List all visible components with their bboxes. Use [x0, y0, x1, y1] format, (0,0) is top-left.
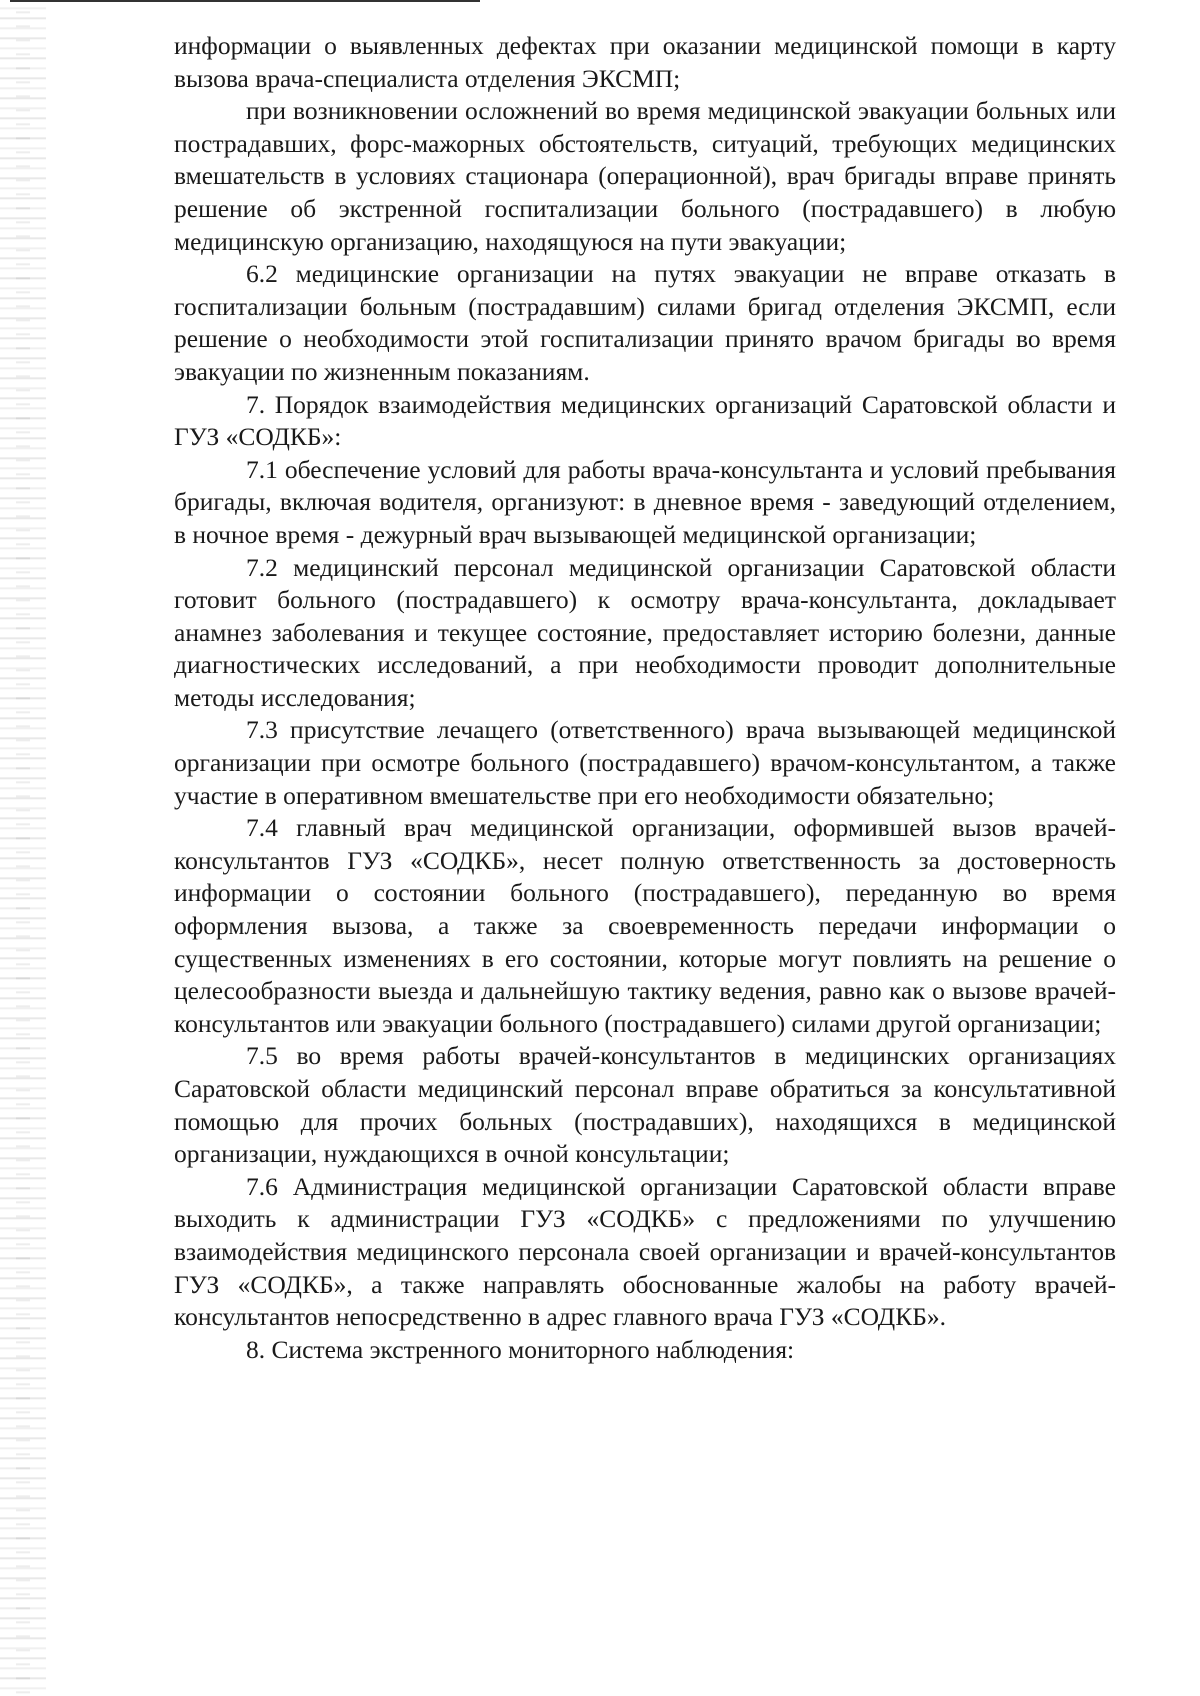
paragraph-7-5: 7.5 во время работы врачей-консультантов в медицинских организациях Саратовской области медицинский персонал вправе обратиться за консультативной помощью для прочих больных (пострадавших), находящихся в медицинской организации, нуждающихся в очной консультации; — [174, 1041, 1116, 1169]
section-7-heading: 7. Порядок взаимодействия медицинских организаций Саратовской области и ГУЗ «СОДКБ»: — [174, 389, 1116, 452]
paragraph-7-6: 7.6 Администрация медицинской организации Саратовской области вправе выходить к администрации ГУЗ «СОДКБ» с предложениями по улучшению взаимодействия медицинского персонала своей организации и врачей-консультантов ГУЗ «СОДКБ», а также направлять обоснованные жалобы на работу врачей-консультантов непосредственно в адрес главного врача ГУЗ «СОДКБ». — [174, 1171, 1116, 1332]
section-8-heading: 8. Система экстренного мониторного наблюдения: — [246, 1334, 795, 1364]
paragraph-continuation: информации о выявленных дефектах при оказании медицинской помощи в карту вызова врача-специалиста отделения ЭКСМП; — [174, 31, 1116, 93]
paragraph-7-1: 7.1 обеспечение условий для работы врача-консультанта и условий пребывания бригады, включая водителя, организуют: в дневное время - заведующий отделением, в ночное время - дежурный врач вызывающей медицинской организации; — [174, 454, 1116, 549]
scan-margin-artifact — [0, 0, 46, 1696]
document-page — [174, 30, 1116, 1366]
paragraph-complications: при возникновении осложнений во время медицинской эвакуации больных или пострадавших, форс-мажорных обстоятельств, ситуаций, требующих медицинских вмешательств в условиях стационара (операционной), врач бригады вправе принять решение об экстренной госпитализации больного (пострадавшего) в любую медицинскую организацию, находящуюся на пути эвакуации; — [174, 96, 1116, 256]
paragraph-7-2: 7.2 медицинский персонал медицинской организации Саратовской области готовит больного (пострадавшего) к осмотру врача-консультанта, докладывает анамнез заболевания и текущее состояние, предоставляет историю болезни, данные диагностических исследований, а при необходимости проводит дополнительные методы исследования; — [174, 552, 1116, 712]
paragraph-7-3: 7.3 присутствие лечащего (ответственного) врача вызывающей медицинской организации при осмотре больного (пострадавшего) врачом-консультантом, а также участие в оперативном вмешательстве при его необходимости обязательно; — [174, 715, 1116, 810]
paragraph-7-4: 7.4 главный врач медицинской организации, оформившей вызов врачей-консультантов ГУЗ «СОДКБ», несет полную ответственность за достоверность информации о состоянии больного (пострадавшего), переданную во время оформления вызова, а также за своевременность передачи информации о существенных изменениях в его состоянии, которые могут повлиять на решение о целесообразности выезда и дальнейшую тактику ведения, равно как о вызове врачей-консультантов или эвакуации больного (пострадавшего) силами другой организации; — [174, 813, 1116, 1038]
paragraph-6-2: 6.2 медицинские организации на путях эвакуации не вправе отказать в госпитализации больным (пострадавшим) силами бригад отделения ЭКСМП, если решение о необходимости этой госпитализации принято врачом бригады во время эвакуации по жизненным показаниям. — [174, 259, 1116, 386]
top-rule-line — [10, 0, 480, 2]
